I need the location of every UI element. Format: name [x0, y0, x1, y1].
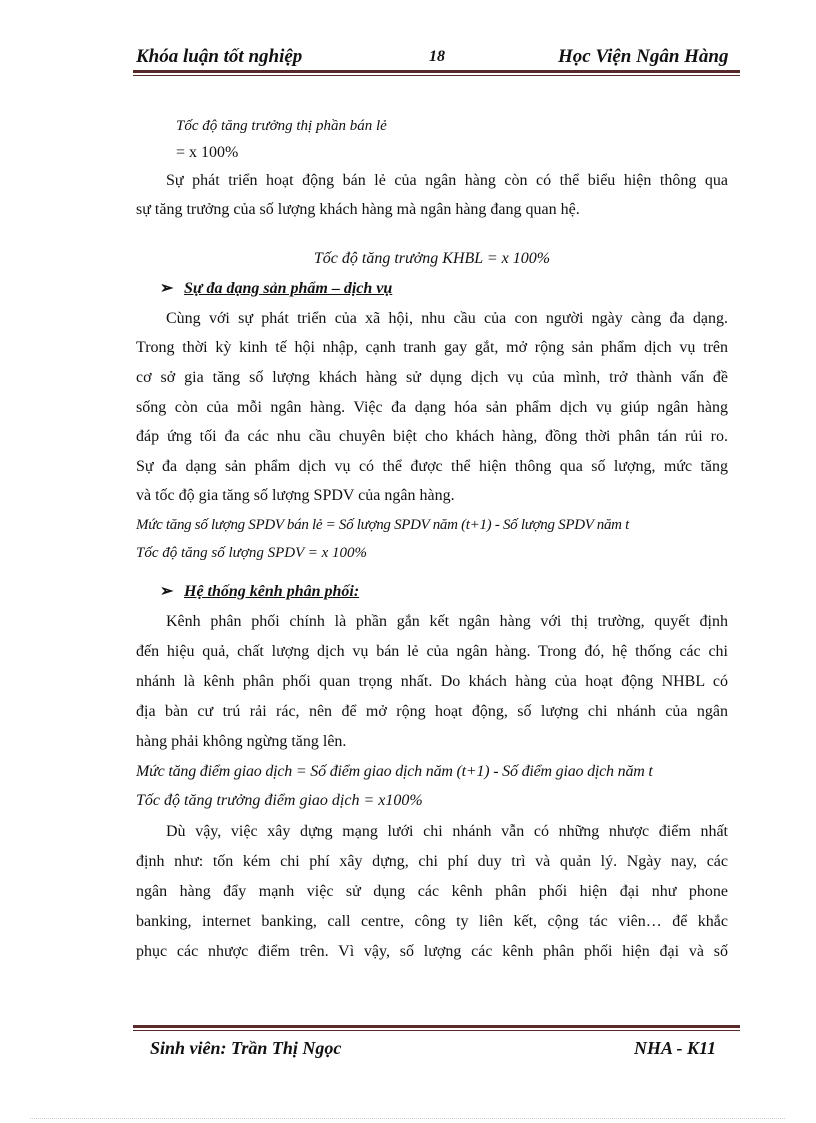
paragraph-line: định như: tốn kém chi phí xây dựng, chi phí duy trì và quản lý. Ngày nay, các: [136, 853, 728, 870]
paragraph-line: Sự đa dạng sản phẩm dịch vụ có thể được thể hiện thông qua số lượng, mức tăng: [136, 458, 728, 475]
footer-class-code: NHA - K11: [634, 1038, 717, 1058]
section-heading-products: ➢ Sự đa dạng sản phẩm – dịch vụ: [160, 280, 393, 297]
formula-product-growth: Tốc độ tăng số lượng SPDV = x 100%: [136, 545, 368, 561]
formula-customer-growth: Tốc độ tăng trưởng KHBL = x 100%: [313, 250, 551, 267]
paragraph-line: địa bàn cư trú rải rác, nên để mở rộng hoạt động, số lượng chi nhánh của ngân: [136, 703, 728, 720]
paragraph-line: Kênh phân phối chính là phần gắn kết ngân hàng với thị trường, quyết định: [166, 613, 728, 630]
paragraph-line: đáp ứng tối đa các nhu cầu chuyên biệt cho khách hàng, đồng thời phân tán rủi ro.: [136, 428, 728, 445]
paragraph-line: ngân hàng đẩy mạnh việc sử dụng các kênh phân phối hiện đại như phone: [136, 883, 728, 900]
arrow-bullet-icon: ➢: [160, 583, 174, 600]
formula-market-share-label: Tốc độ tăng trưởng thị phần bán lẻ: [176, 118, 387, 134]
paragraph-line: đến hiệu quả, chất lượng dịch vụ bán lẻ của ngân hàng. Trong đó, hệ thống các chi: [136, 643, 728, 660]
page-bottom-divider: [30, 1118, 785, 1119]
paragraph-line: và tốc độ gia tăng số lượng SPDV của ngân hàng.: [136, 487, 455, 504]
paragraph-line: Sự phát triển hoạt động bán lẻ của ngân hàng còn có thể biểu hiện thông qua: [166, 172, 728, 189]
paragraph-line: banking, internet banking, call centre, công ty liên kết, cộng tác viên… để khắc: [136, 913, 728, 930]
paragraph-line: Trong thời kỳ kinh tế hội nhập, cạnh tranh gay gắt, mở rộng sản phẩm dịch vụ trên: [136, 339, 728, 356]
paragraph-line: Dù vậy, việc xây dựng mạng lưới chi nhánh vẫn có những nhược điểm nhất: [166, 823, 728, 840]
footer-rule-thin: [133, 1030, 740, 1031]
page-number: 18: [429, 48, 445, 65]
paragraph-line: Cùng với sự phát triển của xã hội, nhu cầu của con người ngày càng đa dạng.: [166, 310, 728, 327]
header-rule-thin: [133, 75, 740, 76]
paragraph-line: phục các nhược điểm trên. Vì vậy, số lượng các kênh phân phối hiện đại và số: [136, 943, 728, 960]
header-rule: [133, 70, 740, 73]
header-institution: Học Viện Ngân Hàng: [558, 46, 729, 67]
formula-branch-increase: Mức tăng điểm giao dịch = Số điểm giao dịch năm (t+1) - Số điểm giao dịch năm t: [136, 763, 653, 780]
paragraph-line: cơ sở gia tăng số lượng khách hàng sử dụng dịch vụ của mình, trở thành vấn đề: [136, 369, 728, 386]
section-heading-distribution: ➢ Hệ thống kênh phân phối:: [160, 583, 360, 600]
formula-market-share-value: = x 100%: [176, 144, 239, 161]
footer-rule: [133, 1025, 740, 1028]
paragraph-line: sự tăng trưởng của số lượng khách hàng mà ngân hàng đang quan hệ.: [136, 201, 580, 218]
paragraph-line: sống còn của mỗi ngân hàng. Việc đa dạng hóa sản phẩm dịch vụ giúp ngân hàng: [136, 399, 728, 416]
formula-branch-growth: Tốc độ tăng trưởng điểm giao dịch = x100%: [136, 792, 423, 809]
paragraph-line: hàng phải không ngừng tăng lên.: [136, 733, 347, 750]
header-title: Khóa luận tốt nghiệp: [136, 46, 303, 67]
formula-product-increase: Mức tăng số lượng SPDV bán lẻ = Số lượng SPDV năm (t+1) - Số lượng SPDV năm t: [136, 517, 630, 533]
arrow-bullet-icon: ➢: [160, 280, 174, 297]
paragraph-line: nhánh là kênh phân phối quan trọng nhất. Do khách hàng của hoạt động NHBL có: [136, 673, 728, 690]
footer-author: Sinh viên: Trần Thị Ngọc: [150, 1038, 342, 1058]
